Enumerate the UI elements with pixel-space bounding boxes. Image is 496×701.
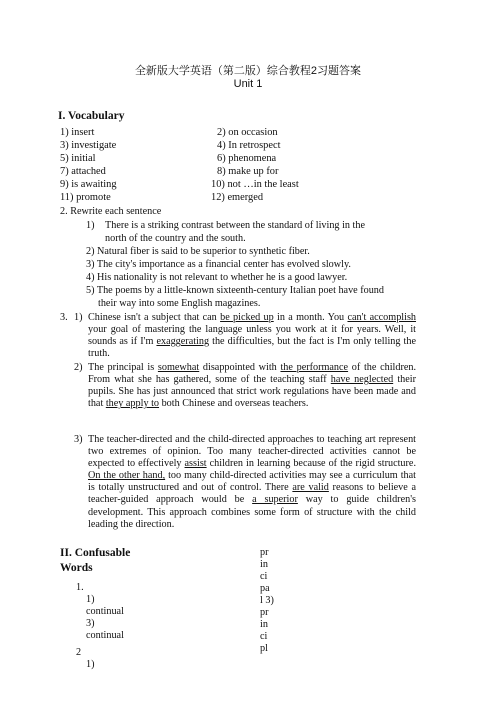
vocab-item: 8) make up for (217, 166, 279, 177)
wrapped-fragment: in (260, 619, 268, 630)
document-title: 全新版大学英语（第二版）综合教程2习题答案 (134, 65, 362, 77)
vocab-item: 5) initial (60, 153, 96, 164)
confusable-item-number: 1) (86, 594, 95, 605)
paragraph-number: 3) (74, 434, 83, 445)
section-confusable-heading-cont: Words (60, 562, 93, 574)
answer-blank: somewhat (157, 362, 200, 373)
vocab-item: 12) emerged (211, 192, 264, 203)
rewrite-heading: 2. Rewrite each sentence (60, 206, 162, 217)
rewrite-item-number: 1) (86, 220, 95, 231)
rewrite-sentence: There is a striking contrast between the standard of living in the (105, 220, 365, 231)
vocab-item: 2) on occasion (217, 127, 278, 138)
wrapped-fragment: l 3) (260, 595, 274, 606)
section-confusable-heading: II. Confusable (60, 547, 131, 559)
answer-blank: be picked up (220, 312, 274, 323)
vocab-item: 9) is awaiting (60, 179, 117, 190)
cloze-paragraph-2: 2) The principal is somewhat disappointed with the performance of the children. From what she has gathered, some of the teaching staff have neglected their pupils. She has just announced that strict work regulations have been made and that they apply to both Chinese and overseas teachers. (74, 362, 416, 410)
rewrite-sentence: 5) The poems by a little-known sixteenth-century Italian poet have found (86, 285, 384, 296)
answer-blank: exaggerating (156, 336, 210, 348)
wrapped-fragment: pr (260, 547, 269, 558)
unit-label: Unit 1 (233, 78, 263, 90)
confusable-answer: continual (86, 630, 124, 641)
rewrite-sentence: 4) His nationality is not relevant to whether he is a good lawyer. (86, 272, 348, 283)
cloze-paragraph-3: 3) The teacher-directed and the child-directed approaches to teaching art represent two extremes of opinion. Too many teacher-directed activities cannot be expected to effectively assist children in learning because of the rigid structure. On the other hand, too many child-directed activities may see a curriculum that is totally unstructured and out of control. There are valid reasons to believe a teacher-guided approach would be a superior way to guide children's development. This approach combines some form of structure with the child leading the direction. (74, 434, 417, 530)
wrapped-fragment: ci (260, 571, 268, 582)
exercise-3-number: 3. (60, 312, 68, 323)
paragraph-number: 2) (74, 362, 83, 373)
vocab-item: 6) phenomena (217, 153, 277, 164)
answer-blank: On the other hand, (88, 470, 166, 482)
answer-blank: a superior (252, 494, 298, 506)
vocab-item: 3) investigate (60, 140, 117, 151)
wrapped-fragment: pl (260, 643, 268, 654)
confusable-answer: continual (86, 606, 124, 617)
vocab-item: 10) not …in the least (211, 179, 299, 190)
wrapped-fragment: pa (260, 583, 270, 594)
answer-blank: have neglected (330, 374, 394, 386)
section-vocabulary-heading: I. Vocabulary (58, 110, 125, 122)
confusable-group-number: 2 (76, 647, 82, 658)
wrapped-fragment: pr (260, 607, 269, 618)
paragraph-number: 1) (74, 312, 83, 323)
confusable-item-number: 1) (86, 659, 95, 670)
answer-blank: can't accomplish (347, 312, 417, 323)
rewrite-sentence: north of the country and the south. (105, 233, 246, 244)
vocab-item: 7) attached (60, 166, 106, 177)
answer-blank: are valid (292, 482, 329, 494)
answer-blank: the performance (280, 362, 349, 373)
answer-blank: assist (184, 458, 207, 470)
rewrite-sentence: their way into some English magazines. (98, 298, 261, 309)
vocab-item: 4) In retrospect (217, 140, 281, 151)
vocab-item: 1) insert (60, 127, 95, 138)
rewrite-sentence: 2) Natural fiber is said to be superior to synthetic fiber. (86, 246, 310, 257)
vocab-item: 11) promote (60, 192, 111, 203)
confusable-group-number: 1. (76, 582, 84, 593)
answer-blank: they apply to (105, 398, 160, 410)
wrapped-fragment: in (260, 559, 268, 570)
wrapped-fragment: ci (260, 631, 268, 642)
confusable-item-number: 3) (86, 618, 95, 629)
cloze-paragraph-1: 1) Chinese isn't a subject that can be picked up in a month. You can't accomplish your goal of mastering the language unless you work at it for years. Well, it sounds as if I'm exaggerating the difficulties, but the fact is I'm only telling the truth. (74, 312, 417, 360)
rewrite-sentence: 3) The city's importance as a financial center has evolved slowly. (86, 259, 351, 270)
